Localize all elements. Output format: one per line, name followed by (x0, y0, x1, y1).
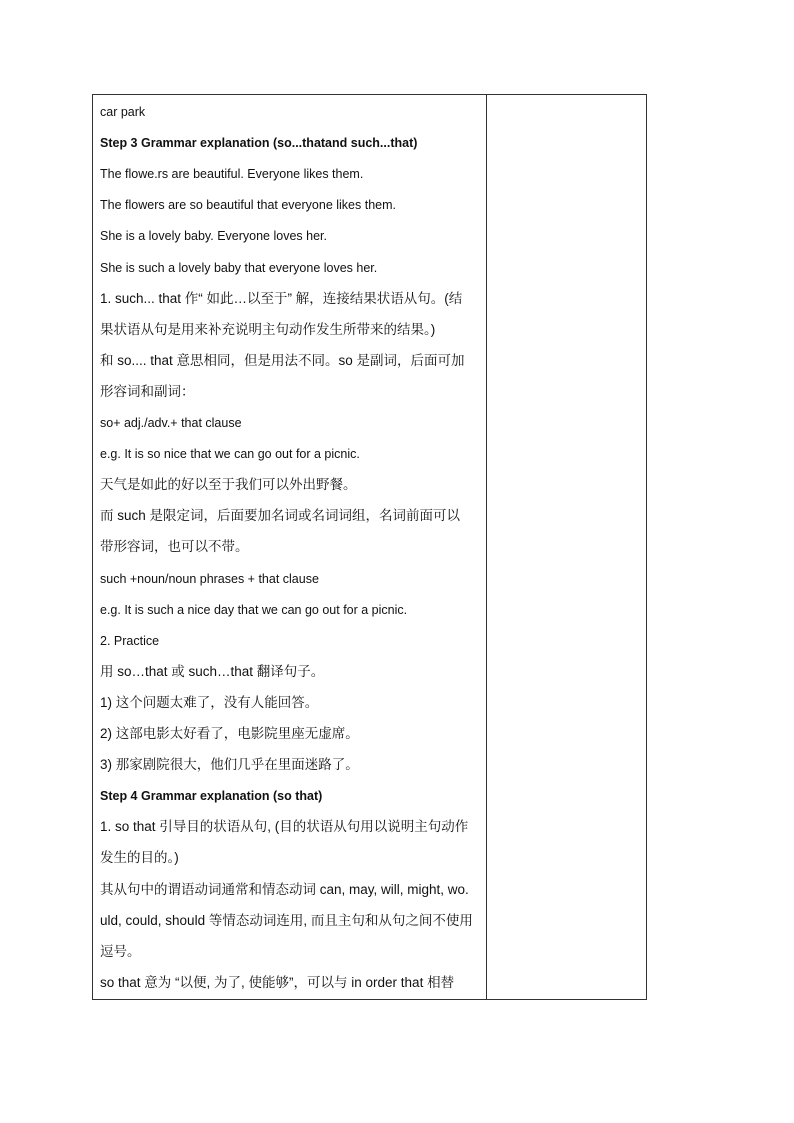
text-line: e.g. It is so nice that we can go out for a picnic. (100, 447, 360, 462)
notes-cell (487, 95, 646, 999)
text-line: The flowe.rs are beautiful. Everyone likes them. (100, 167, 364, 182)
lesson-table (92, 94, 647, 1000)
text-line: car park (100, 105, 146, 119)
text-line: 2. Practice (100, 633, 160, 648)
text-line: 和 so.... that 意思相同，但是用法不同。so 是副词，后面可加 (100, 352, 465, 368)
text-line: She is such a lovely baby that everyone loves her. (100, 260, 378, 275)
text-line: 形容词和副词： (100, 383, 195, 399)
text-line: 3) 那家剧院很大，他们几乎在里面迷路了。 (100, 757, 359, 773)
section-heading: Step 4 Grammar explanation (so that) (100, 789, 323, 804)
text-line: 逗号。 (100, 943, 141, 959)
text-line: She is a lovely baby. Everyone loves her. (100, 229, 327, 244)
text-line: 发生的目的。) (100, 850, 179, 866)
text-line: 带形容词，也可以不带。 (100, 539, 249, 555)
text-line: so that 意为 “以便, 为了, 使能够”，可以与 in order that 相替 (100, 974, 455, 990)
lesson-content-cell (93, 95, 487, 999)
text-line: The flowers are so beautiful that everyone likes them. (100, 198, 396, 213)
text-line: 而 such 是限定词，后面要加名词或名词词组，名词前面可以 (100, 508, 461, 524)
section-heading: Step 3 Grammar explanation (so...thatand such...that) (100, 136, 418, 151)
text-line: 1) 这个问题太难了，没有人能回答。 (100, 694, 319, 710)
text-line: 果状语从句是用来补充说明主句动作发生所带来的结果。) (100, 321, 436, 337)
text-line: so+ adj./adv.+ that clause (100, 416, 242, 430)
text-line: 1. such... that 作“ 如此…以至于” 解，连接结果状语从句。(结 (100, 290, 463, 306)
text-line: 其从句中的谓语动词通常和情态动词 can, may, will, might, wo. (100, 881, 469, 897)
text-line: 2) 这部电影太好看了，电影院里座无虚席。 (100, 726, 359, 741)
text-line: e.g. It is such a nice day that we can go out for a picnic. (100, 602, 408, 617)
text-line: such +noun/noun phrases + that clause (100, 571, 319, 586)
text-line: 天气是如此的好以至于我们可以外出野餐。 (100, 477, 357, 493)
text-line: 1. so that 引导目的状语从句, (目的状语从句用以说明主句动作 (100, 819, 469, 835)
text-line: uld, could, should 等情态动词连用, 而且主句和从句之间不使用 (100, 912, 473, 928)
text-line: 用 so…that 或 such…that 翻译句子。 (100, 663, 325, 679)
